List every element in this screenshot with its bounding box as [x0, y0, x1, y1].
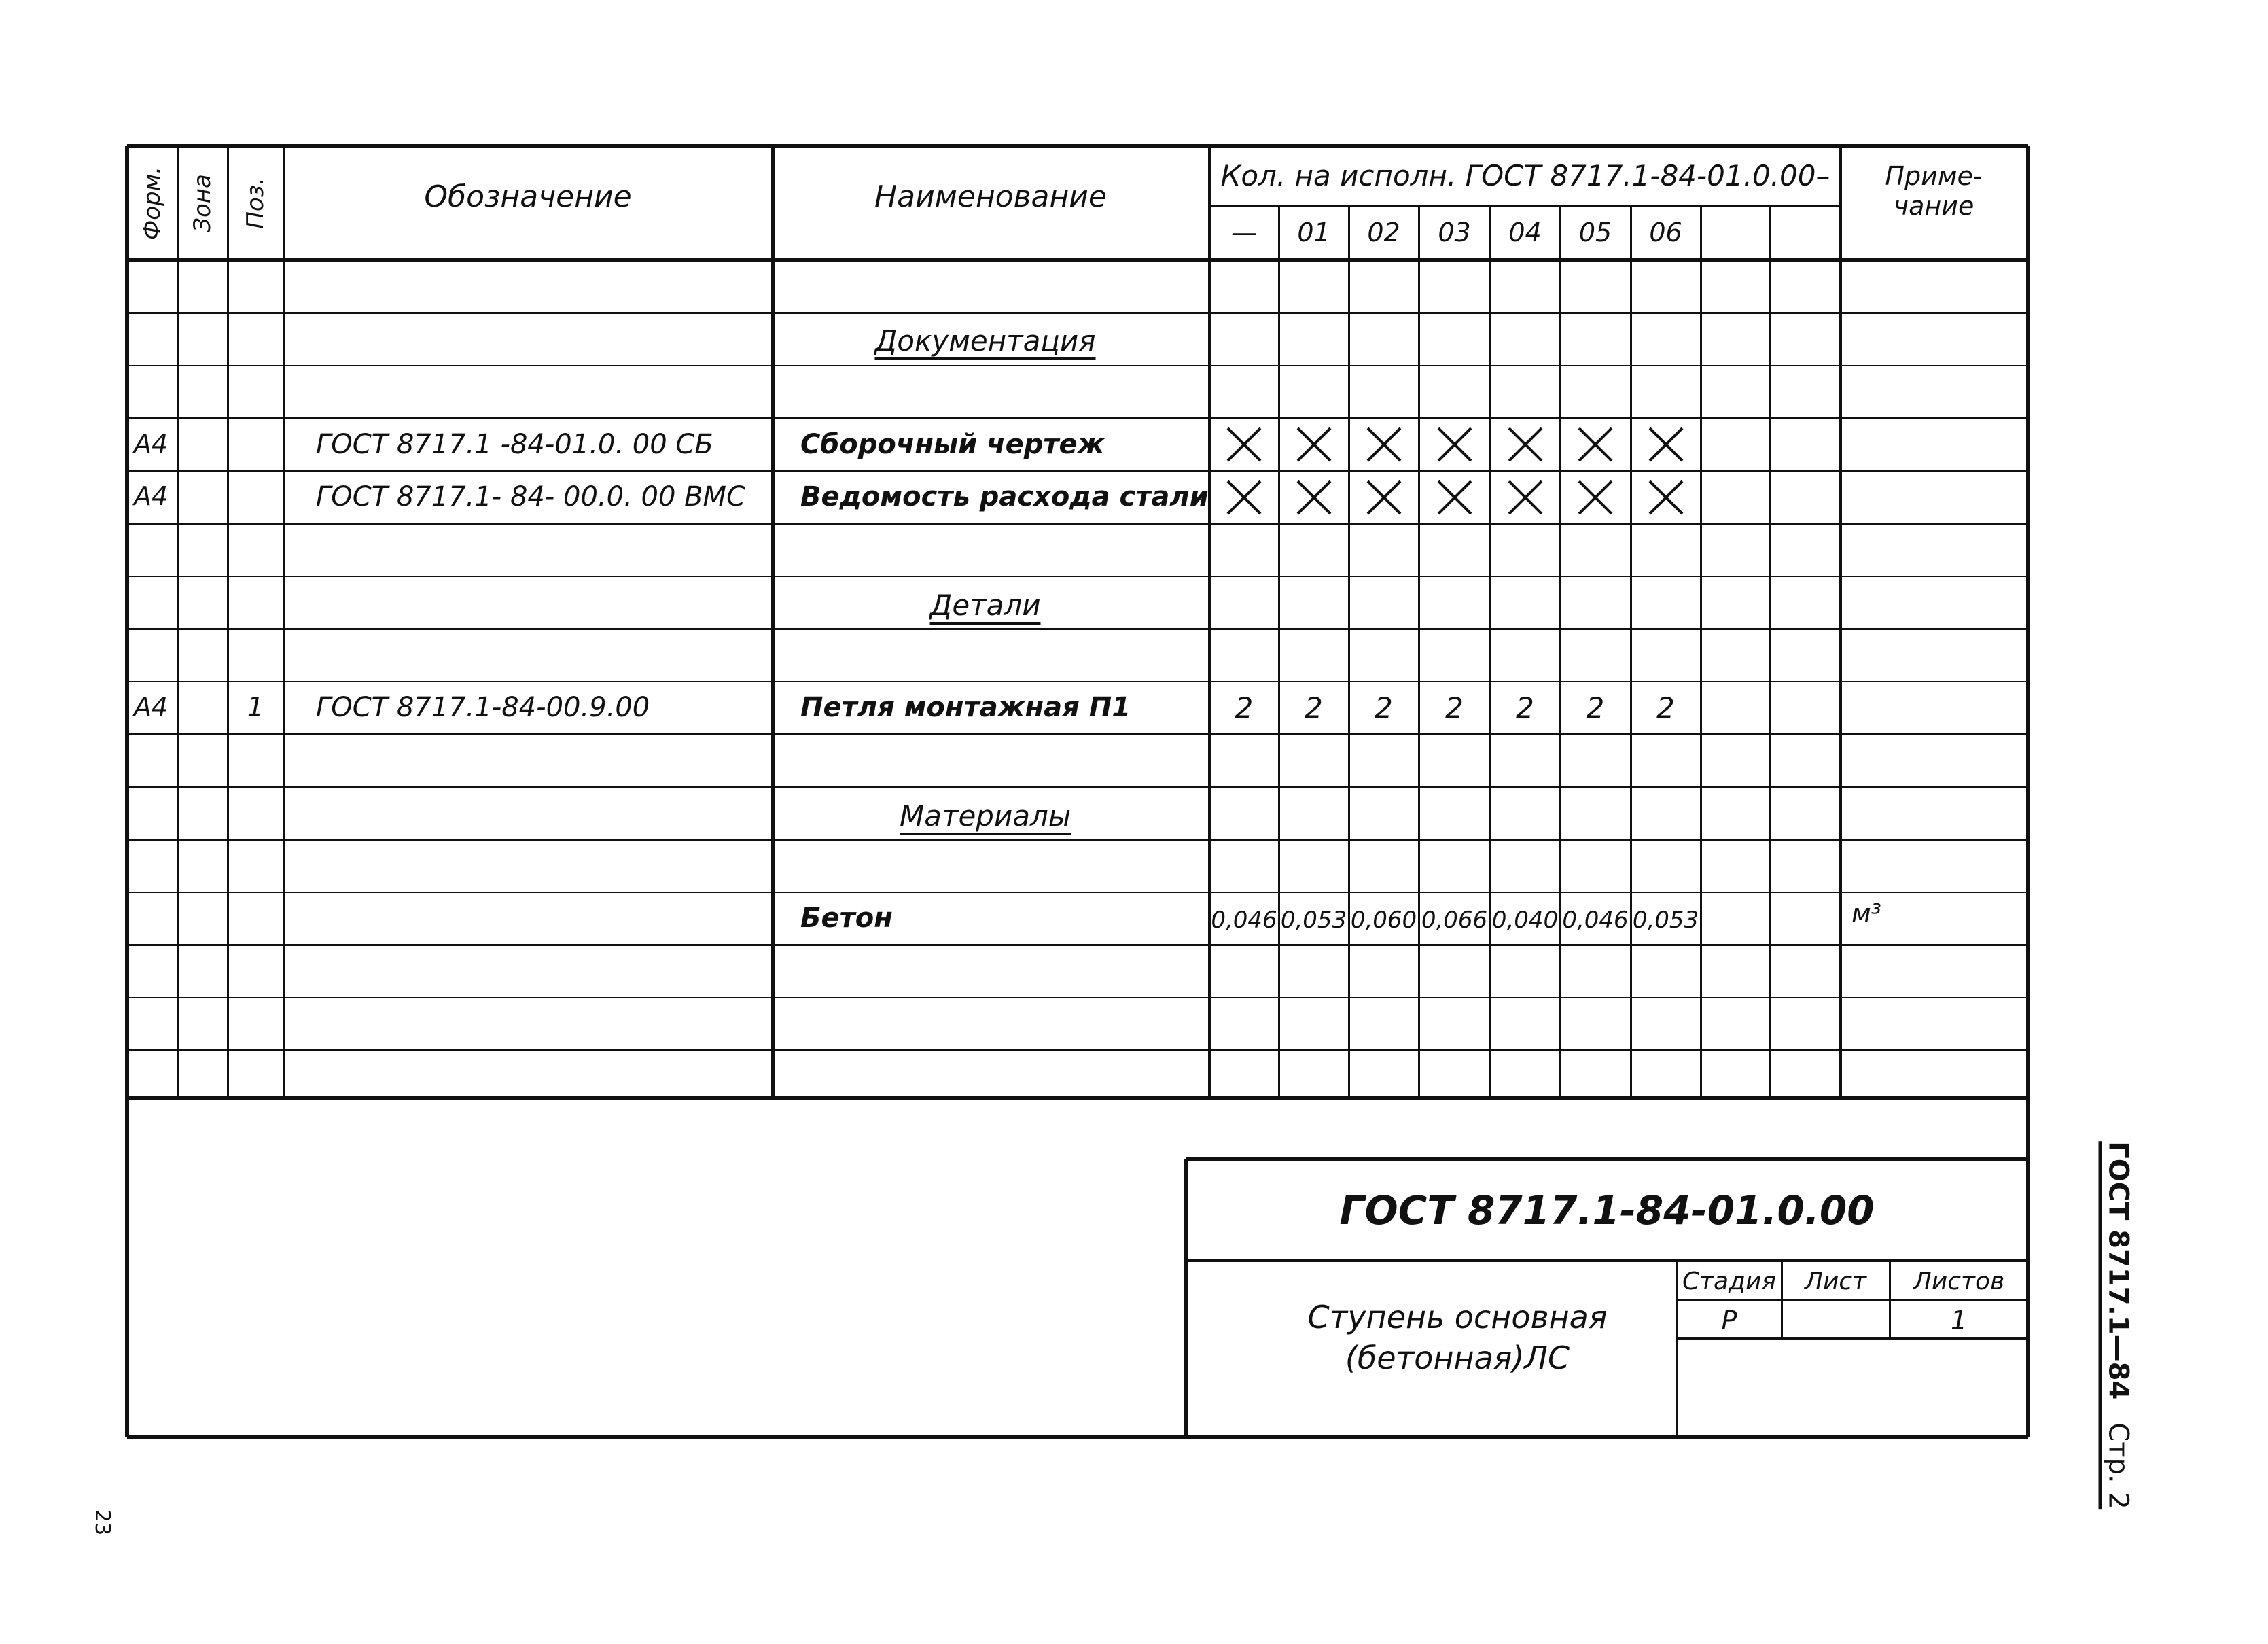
- column-line: [1418, 205, 1420, 1098]
- concrete-row-qty-4: 0,040: [1491, 907, 1559, 934]
- concrete-row-name: Бетон: [800, 903, 893, 934]
- column-line: [227, 146, 229, 1098]
- row-line: [127, 997, 2028, 999]
- column-line: [1489, 205, 1491, 1098]
- assembly-drawing-row-mark-5: [1576, 425, 1614, 464]
- title-block-stage-line: [1676, 1261, 1678, 1437]
- row-line: [127, 576, 2028, 578]
- header-pos: Поз.: [242, 177, 269, 229]
- assembly-drawing-row-designation: ГОСТ 8717.1 -84-01.0. 00 СБ: [316, 428, 713, 460]
- concrete-row-qty-1: 0,053: [1280, 907, 1347, 934]
- assembly-drawing-row-form: А4: [134, 428, 169, 459]
- section-materials: Материалы: [900, 799, 1071, 833]
- mounting-loop-row-qty-0: 2: [1235, 691, 1254, 724]
- header-qty-title: Кол. на исполн. ГОСТ 8717.1-84-01.0.00–: [1220, 159, 1830, 192]
- variant-06: 06: [1649, 217, 1682, 247]
- row-line: [127, 944, 2028, 946]
- steel-statement-row-mark-4: [1506, 478, 1544, 517]
- row-line: [127, 1049, 2028, 1051]
- drawing-title-line2: (бетонная)ЛС: [1345, 1340, 1570, 1376]
- frame-right: [2026, 1098, 2030, 1437]
- header-name: Наименование: [874, 179, 1107, 214]
- concrete-row-qty-6: 0,053: [1632, 907, 1699, 934]
- mounting-loop-row-pos: 1: [247, 692, 264, 722]
- variant-01: 01: [1297, 217, 1330, 247]
- variant-04: 04: [1508, 217, 1542, 247]
- assembly-drawing-row-mark-2: [1365, 425, 1403, 464]
- column-line: [1348, 205, 1350, 1098]
- row-line: [127, 892, 2028, 894]
- variant-base: —: [1231, 217, 1257, 247]
- stage-label: Стадия: [1682, 1267, 1777, 1295]
- row-line: [127, 470, 2028, 472]
- frame-bottom: [127, 1435, 2028, 1439]
- column-line: [1278, 205, 1280, 1098]
- variant-03: 03: [1438, 217, 1471, 247]
- title-block-sheets-line: [1889, 1261, 1891, 1339]
- concrete-row-qty-0: 0,046: [1211, 907, 1277, 934]
- header-zone: Зона: [189, 174, 216, 232]
- concrete-row-qty-2: 0,060: [1350, 907, 1417, 934]
- mounting-loop-row-qty-4: 2: [1516, 691, 1534, 724]
- margin-standard: ГОСТ 8717.1—84: [2102, 1141, 2134, 1400]
- header-bottom-border: [127, 258, 2028, 262]
- sheets-value: 1: [1950, 1306, 1968, 1335]
- header-note-line1: Приме-: [1885, 161, 1983, 191]
- stage-value: Р: [1721, 1306, 1737, 1335]
- steel-statement-row-mark-2: [1365, 478, 1403, 517]
- margin-standard-page: [2099, 1141, 2132, 1509]
- row-line: [127, 365, 2028, 367]
- assembly-drawing-row-mark-1: [1295, 425, 1333, 464]
- assembly-drawing-row-mark-6: [1647, 425, 1685, 464]
- sheet-label: Лист: [1804, 1267, 1867, 1295]
- drawing-title-line1: Ступень основная: [1307, 1299, 1608, 1335]
- section-documentation: Документация: [874, 323, 1096, 357]
- row-line: [127, 417, 2028, 419]
- assembly-drawing-row-mark-3: [1436, 425, 1474, 464]
- mounting-loop-row-qty-5: 2: [1586, 691, 1605, 724]
- steel-statement-row-mark-0: [1225, 478, 1263, 517]
- assembly-drawing-row-mark-0: [1225, 425, 1263, 464]
- concrete-row-qty-3: 0,066: [1421, 907, 1488, 934]
- title-block-divider: [1186, 1259, 2028, 1262]
- row-line: [127, 523, 2028, 525]
- title-block-label-line: [1677, 1299, 2028, 1301]
- mounting-loop-row-qty-3: 2: [1445, 691, 1464, 724]
- assembly-drawing-row-name: Сборочный чертеж: [800, 428, 1105, 460]
- document-number: ГОСТ 8717.1-84-01.0.00: [1339, 1187, 1875, 1234]
- mounting-loop-row-qty-6: 2: [1656, 691, 1675, 724]
- column-line: [2026, 146, 2030, 1098]
- column-line: [771, 146, 775, 1098]
- margin-page-label: Стр. 2: [2102, 1422, 2134, 1509]
- column-line: [1208, 146, 1211, 1098]
- concrete-row-qty-5: 0,046: [1562, 907, 1629, 934]
- row-line: [127, 628, 2028, 630]
- row-line: [127, 839, 2028, 841]
- section-details: Детали: [929, 589, 1041, 622]
- header-note-line2: чание: [1893, 191, 1974, 221]
- steel-statement-row-mark-1: [1295, 478, 1333, 517]
- row-line: [127, 312, 2028, 314]
- header-form: Форм.: [139, 166, 166, 241]
- title-block-left: [1184, 1159, 1188, 1437]
- column-line: [1839, 146, 1842, 1098]
- column-line: [1700, 205, 1702, 1098]
- steel-statement-row-mark-5: [1576, 478, 1614, 517]
- column-line: [283, 146, 285, 1098]
- steel-statement-row-mark-6: [1647, 478, 1685, 517]
- column-line: [1630, 205, 1632, 1098]
- steel-statement-row-form: А4: [134, 481, 169, 511]
- column-line: [1559, 205, 1561, 1098]
- frame-left: [125, 1098, 129, 1437]
- mounting-loop-row-qty-2: 2: [1375, 691, 1393, 724]
- title-block-top: [1186, 1157, 2028, 1161]
- title-block-value-line: [1677, 1337, 2028, 1340]
- header-designation: Обозначение: [424, 179, 632, 214]
- variant-02: 02: [1367, 217, 1400, 247]
- steel-statement-row-designation: ГОСТ 8717.1- 84- 00.0. 00 ВМС: [316, 481, 745, 512]
- page-number: 23: [90, 1509, 114, 1536]
- steel-statement-row-mark-3: [1436, 478, 1474, 517]
- mounting-loop-row-name: Петля монтажная П1: [800, 692, 1131, 723]
- steel-statement-row-name: Ведомость расхода стали: [800, 481, 1209, 512]
- table-bottom-border: [127, 1096, 2028, 1100]
- row-line: [127, 733, 2028, 735]
- table-top-border: [127, 144, 2028, 148]
- mounting-loop-row-qty-1: 2: [1305, 691, 1323, 724]
- concrete-row-note: м³: [1851, 898, 1881, 928]
- header-divider: [1209, 205, 1840, 207]
- variant-05: 05: [1578, 217, 1612, 247]
- row-line: [127, 681, 2028, 683]
- column-line: [125, 146, 129, 1098]
- sheets-label: Листов: [1913, 1267, 2005, 1295]
- row-line: [127, 786, 2028, 788]
- mounting-loop-row-form: А4: [134, 692, 169, 722]
- column-line: [177, 146, 179, 1098]
- mounting-loop-row-designation: ГОСТ 8717.1-84-00.9.00: [316, 692, 650, 723]
- title-block-sheet-line: [1781, 1261, 1783, 1339]
- column-line: [1769, 205, 1771, 1098]
- assembly-drawing-row-mark-4: [1506, 425, 1544, 464]
